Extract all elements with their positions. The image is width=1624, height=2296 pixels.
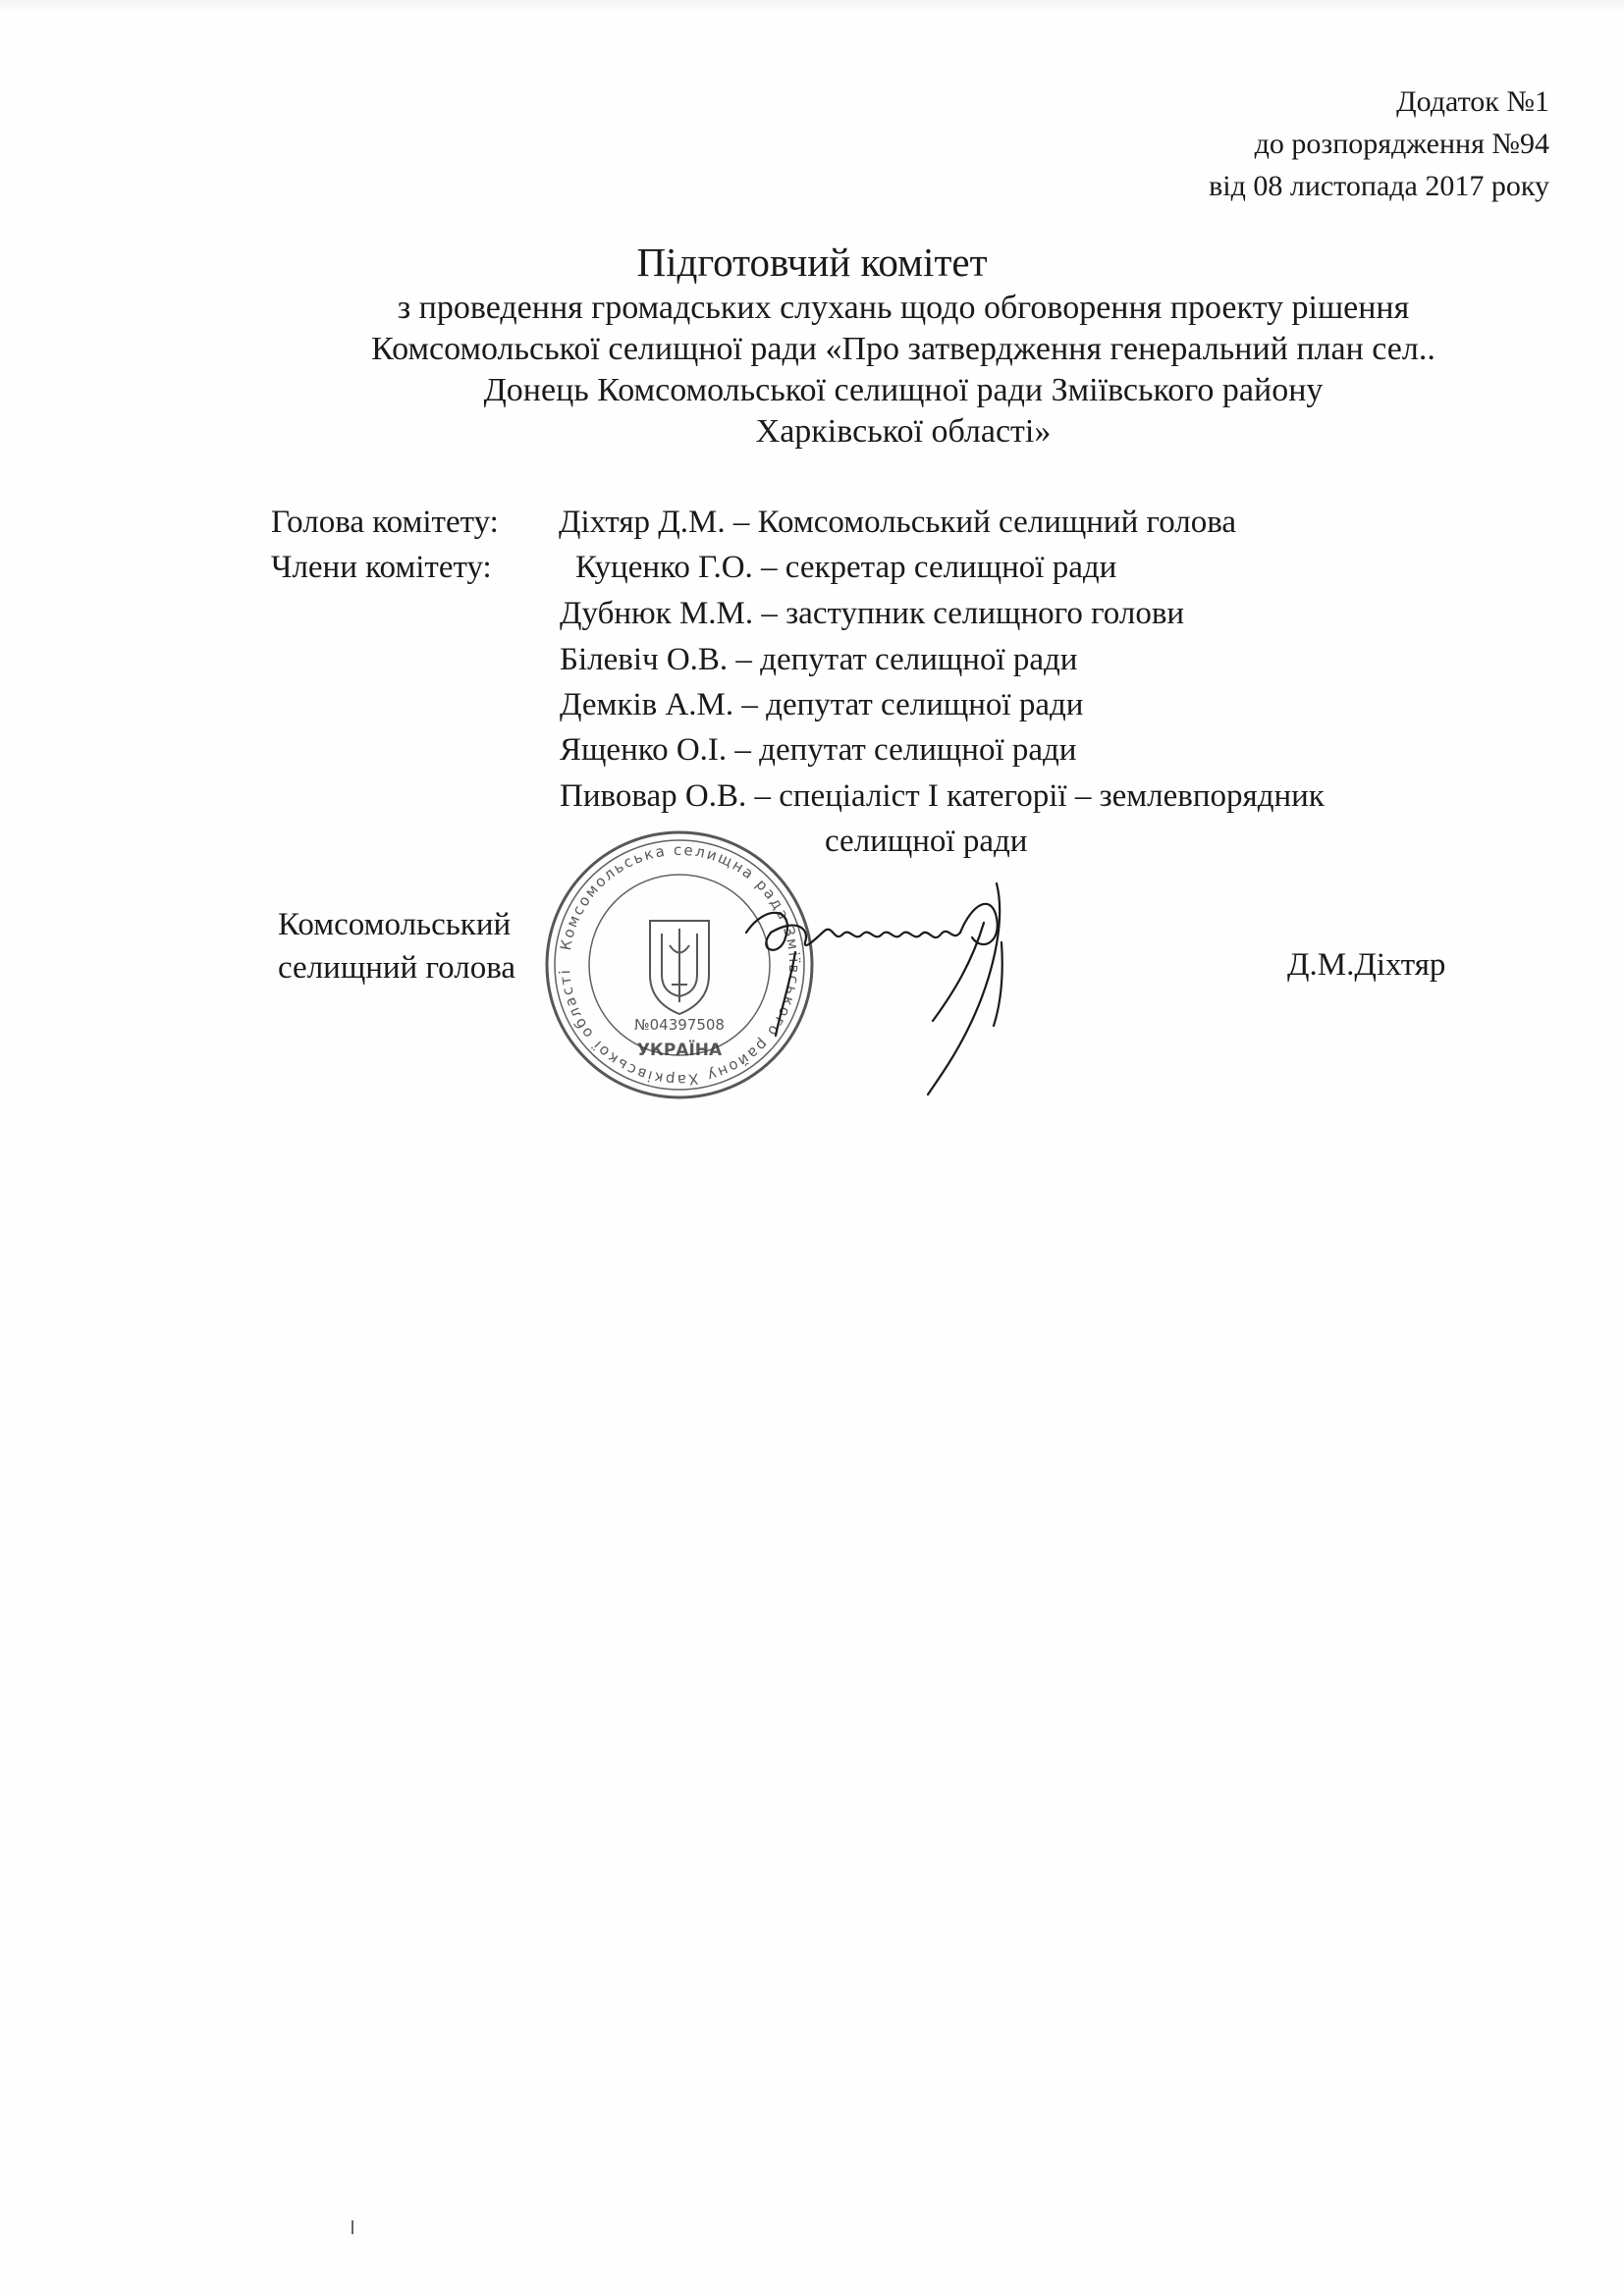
addendum-header <box>1209 80 1549 207</box>
document-subtitle <box>295 288 1512 453</box>
head-value: Діхтяр Д.М. – Комсомольський селищний голова <box>559 505 1237 540</box>
member-2: Дубнюк М.М. – заступник селищного голови <box>560 596 1185 631</box>
member-6-continuation: селищної ради <box>825 824 1028 859</box>
stamp-code: №04397508 <box>634 1016 725 1034</box>
member-6: Пивовар О.В. – спеціаліст І категорії – землевпорядник <box>560 778 1325 814</box>
signatory-name: Д.М.Діхтяр <box>1287 947 1446 983</box>
trident-emblem-icon <box>650 921 709 1014</box>
stamp-country: УКРАЇНА <box>636 1041 723 1060</box>
subtitle-line-1: з проведення громадських слухань щодо обговорення проекту рішення <box>397 290 1410 326</box>
handwritten-signature <box>727 864 1100 1099</box>
member-4: Демків А.М. – депутат селищної ради <box>560 687 1084 722</box>
member-3: Білевіч О.В. – депутат селищної ради <box>560 642 1078 677</box>
document-title: Підготовчий комітет <box>636 240 988 285</box>
member-5: Ященко О.І. – депутат селищної ради <box>560 732 1077 768</box>
addendum-date: від 08 листопада 2017 року <box>1209 170 1549 202</box>
head-label: Голова комітету: <box>271 505 499 540</box>
addendum-order: до розпорядження №94 <box>1254 128 1549 160</box>
addendum-number: Додаток №1 <box>1396 85 1549 118</box>
member-1: Куценко Г.О. – секретар селищної ради <box>575 550 1117 585</box>
members-label: Члени комітету: <box>271 550 492 585</box>
signatory-position <box>278 903 515 989</box>
subtitle-line-4: Харківської області» <box>755 413 1052 450</box>
scan-edge <box>0 0 1624 14</box>
subtitle-line-2: Комсомольської селищної ради «Про затвердження генеральний план сел.. <box>371 331 1435 367</box>
subtitle-line-3: Донець Комсомольської селищної ради Зміївського району <box>483 372 1324 408</box>
scan-mark <box>352 2220 353 2234</box>
signatory-position-line-1: Комсомольський <box>278 907 512 942</box>
signatory-position-line-2: селищний голова <box>278 950 516 986</box>
stamp-outer-text: Комсомольська селищна рада Зміївського району Харківської області <box>556 840 804 1090</box>
